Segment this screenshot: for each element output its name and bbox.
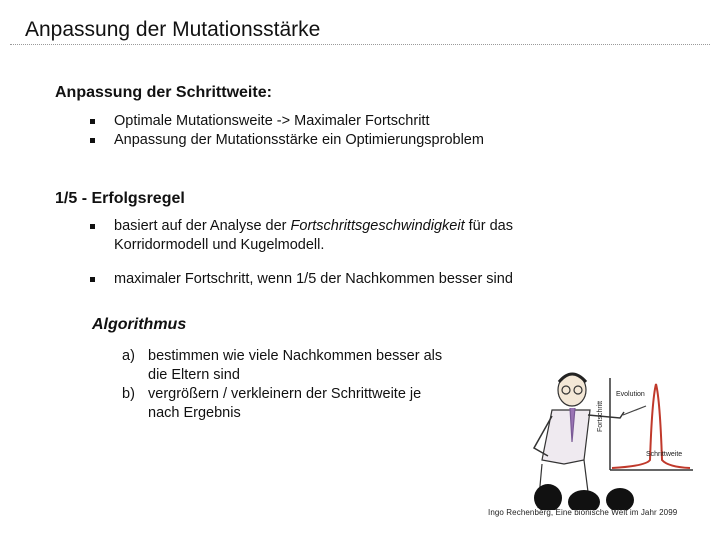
list-item bbox=[88, 131, 484, 150]
title-divider bbox=[10, 44, 710, 46]
section-heading-erfolgsregel: 1/5 - Erfolgsregel bbox=[55, 190, 185, 207]
step-text: vergrößern / verkleinern der Schrittweite je nach Ergebnis bbox=[148, 386, 422, 421]
list-item bbox=[88, 217, 568, 255]
audience-heads bbox=[534, 484, 634, 510]
section-heading-schrittweite: Anpassung der Schrittweite: bbox=[55, 84, 272, 101]
list-item bbox=[88, 112, 484, 131]
cartoon-y-label: Fortschritt bbox=[597, 400, 604, 432]
bullet-text: Anpassung der Mutationsstärke ein Optimierungsproblem bbox=[114, 132, 484, 148]
cartoon-x-label: Schrittweite bbox=[646, 451, 683, 458]
bullet-list-erfolgsregel bbox=[88, 217, 568, 289]
list-item bbox=[122, 385, 452, 423]
step-label: a) bbox=[122, 348, 135, 364]
bullet-text-emphasis: Fortschrittsgeschwindigkeit bbox=[290, 218, 465, 234]
algorithm-steps bbox=[122, 347, 452, 423]
cartoon-curve-label: Evolution bbox=[616, 391, 645, 398]
list-item bbox=[88, 270, 568, 289]
bullet-square-icon bbox=[90, 138, 95, 143]
bullet-list-schrittweite bbox=[88, 112, 484, 150]
cartoon-chart bbox=[597, 378, 693, 470]
list-item bbox=[122, 347, 452, 385]
bullet-text: maximaler Fortschritt, wenn 1/5 der Nachkommen besser sind bbox=[114, 271, 513, 287]
bullet-square-icon bbox=[90, 277, 95, 282]
step-text: bestimmen wie viele Nachkommen besser als die Eltern sind bbox=[148, 348, 443, 383]
bullet-text-post: für das Korridormodell und Kugelmodell. bbox=[114, 218, 513, 253]
image-citation: Ingo Rechenberg, Eine bionische Welt im Jahr 2099 bbox=[488, 508, 678, 517]
bullet-square-icon bbox=[90, 224, 95, 229]
pointer-stick bbox=[623, 406, 646, 415]
bullet-text-pre: basiert auf der Analyse der bbox=[114, 218, 291, 234]
slide-title: Anpassung der Mutationsstärke bbox=[25, 18, 321, 41]
cartoon-illustration bbox=[528, 360, 708, 510]
step-label: b) bbox=[122, 386, 135, 402]
bullet-square-icon bbox=[90, 119, 95, 124]
bullet-text: Optimale Mutationsweite -> Maximaler Fortschritt bbox=[114, 113, 430, 129]
algorithm-heading: Algorithmus bbox=[92, 316, 187, 333]
